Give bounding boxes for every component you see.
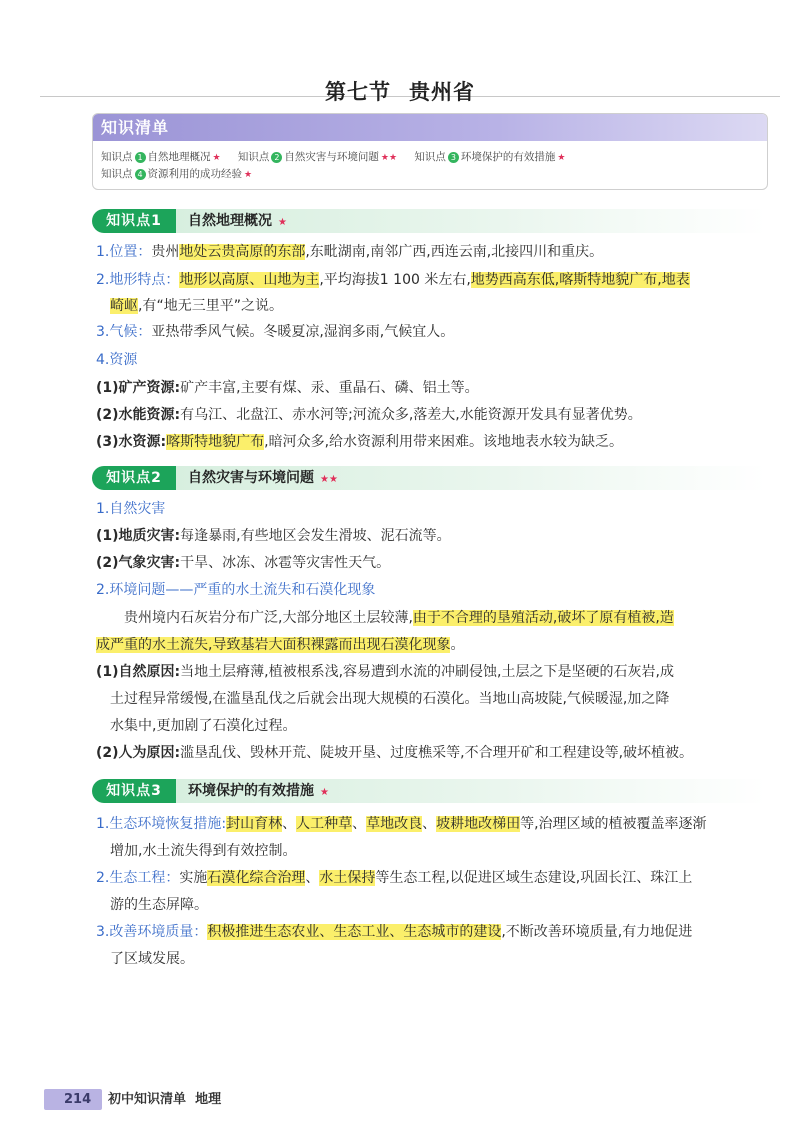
page-number: 214 — [64, 1092, 92, 1107]
section-header — [92, 464, 766, 492]
text-line: 增加,水土流失得到有效控制。 — [110, 843, 297, 859]
text-line: (1)地质灾害:每逢暴雨,有些地区会发生滑坡、泥石流等。 — [96, 528, 451, 544]
section-header — [92, 207, 766, 235]
text-line: 游的生态屏障。 — [110, 897, 208, 913]
text-line: 水集中,更加剧了石漠化过程。 — [110, 718, 297, 734]
text-line: 3.改善环境质量：积极推进生态农业、生态工业、生态城市的建设,不断改善环境质量,有力地促进 — [96, 924, 693, 940]
section-title: 自然地理概况 ★ — [188, 213, 287, 229]
section-title: 环境保护的有效措施 ★ — [188, 783, 329, 799]
knowledge-item: 知识点 3 环境保护的有效措施 ★ — [414, 151, 566, 163]
knowledge-item: 知识点 4 资源利用的成功经验 ★ — [101, 168, 253, 180]
text-line: 1.生态环境恢复措施:封山育林、人工种草、草地改良、坡耕地改梯田等,治理区域的植被覆盖率逐渐 — [96, 816, 707, 832]
section-tag: 知识点3 — [92, 779, 176, 803]
section-title: 自然灾害与环境问题 ★★ — [188, 470, 338, 486]
text-line: (1)自然原因:当地土层瘠薄,植被根系浅,容易遭到水流的冲刷侵蚀,土层之下是坚硬的石灰岩,成 — [96, 664, 674, 680]
text-line: 2.地形特点：地形以高原、山地为主,平均海拔1 100 米左右,地势西高东低,喀斯特地貌广布,地表 — [96, 272, 690, 288]
chapter-section: 第七节 — [325, 80, 391, 104]
section-tag: 知识点2 — [92, 466, 176, 490]
text-line: (3)水资源:喀斯特地貌广布,暗河众多,给水资源利用带来困难。该地地表水较为缺乏。 — [96, 434, 624, 450]
subheading: 4.资源 — [96, 352, 138, 368]
text-line: 1.位置：贵州地处云贵高原的东部,东毗湖南,南邻广西,西连云南,北接四川和重庆。 — [96, 244, 604, 260]
text-line: 了区域发展。 — [110, 951, 194, 967]
text-line: (1)矿产资源:矿产丰富,主要有煤、汞、重晶石、磷、铝土等。 — [96, 380, 479, 396]
section-header — [92, 777, 766, 805]
knowledge-list-row — [101, 166, 759, 183]
knowledge-list-title: 知识清单 — [93, 114, 767, 141]
text-line: 成严重的水土流失,导致基岩大面积裸露而出现石漠化现象。 — [96, 637, 465, 653]
star-icon: ★ — [278, 217, 287, 228]
knowledge-item: 知识点 1 自然地理概况 ★ — [101, 151, 221, 163]
text-line: 2.生态工程：实施石漠化综合治理、水土保持等生态工程,以促进区域生态建设,巩固长江、珠江上 — [96, 870, 693, 886]
star-icon: ★ — [244, 170, 253, 180]
star-icon: ★ — [557, 153, 566, 163]
text-line: (2)气象灾害:干旱、冰冻、冰雹等灾害性天气。 — [96, 555, 391, 571]
star-icon: ★★ — [320, 474, 338, 485]
text-line: 崎岖,有“地无三里平”之说。 — [110, 298, 283, 314]
chapter-province: 贵州省 — [409, 80, 475, 104]
subheading: 2.环境问题——严重的水土流失和石漠化现象 — [96, 582, 376, 598]
text-line: (2)人为原因:滥垦乱伐、毁林开荒、陡坡开垦、过度樵采等,不合理开矿和工程建设等,破坏植被。 — [96, 745, 694, 761]
text-line: 3.气候：亚热带季风气候。冬暖夏凉,湿润多雨,气候宜人。 — [96, 324, 455, 340]
text-line: (2)水能资源:有乌江、北盘江、赤水河等;河流众多,落差大,水能资源开发具有显著优势。 — [96, 407, 642, 423]
text-line: 土过程异常缓慢,在滥垦乱伐之后就会出现大规模的石漠化。当地山高坡陡,气候暖湿,加之降 — [110, 691, 670, 707]
page-title — [0, 76, 800, 106]
knowledge-item: 知识点 2 自然灾害与环境问题 ★★ — [237, 151, 398, 163]
section-tag: 知识点1 — [92, 209, 176, 233]
knowledge-list-row — [101, 149, 759, 166]
knowledge-list-box — [92, 113, 768, 190]
subheading: 1.自然灾害 — [96, 501, 166, 517]
footer-label: 初中知识清单 地理 — [108, 1092, 222, 1107]
star-icon: ★ — [212, 153, 221, 163]
star-icon: ★ — [320, 787, 329, 798]
text-line: 贵州境内石灰岩分布广泛,大部分地区土层较薄,由于不合理的垦殖活动,破坏了原有植被,造 — [124, 610, 674, 626]
star-icon: ★★ — [380, 153, 398, 163]
